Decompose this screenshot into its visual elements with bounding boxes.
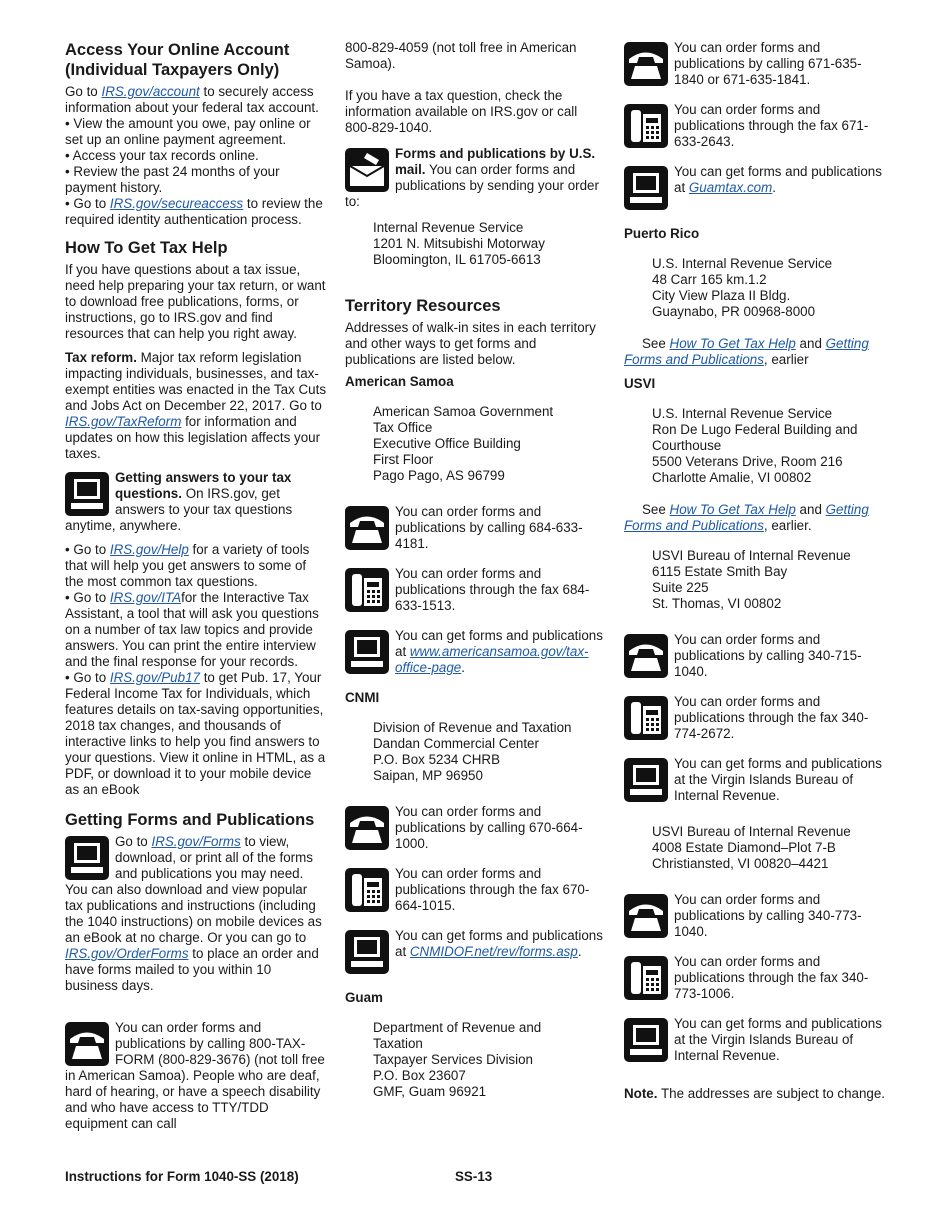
fax-icon — [624, 956, 668, 1000]
tax-reform-link[interactable]: IRS.gov/TaxReform — [65, 414, 182, 429]
access-intro: Go to IRS.gov/account to securely access information about your federal tax account. — [65, 84, 319, 115]
pr-address: U.S. Internal Revenue Service 48 Carr 165 km.1.2 City View Plaza II Bldg. Guaynabo, PR 00968-8000 — [652, 256, 833, 319]
cnmidof-link[interactable]: CNMIDOF.net/rev/forms.asp — [409, 944, 578, 959]
territory-intro: Addresses of walk-in sites in each territory and other ways to get forms and publications are listed below. — [345, 320, 596, 367]
tax-help-xref-link[interactable]: How To Get Tax Help — [669, 336, 796, 351]
telephone-icon — [345, 506, 389, 550]
tax-question-paragraph: If you have a tax question, check the information available on IRS.gov or call 800-829-1040. — [345, 88, 578, 135]
guam-phone-block: You can order forms and publications by calling 671-635-1840 or 671-635-1841. — [624, 40, 886, 88]
computer-icon — [65, 836, 109, 880]
irs-orderforms-link[interactable]: IRS.gov/OrderForms — [65, 946, 189, 961]
forms-xref-link[interactable]: Getting Forms and Publications — [624, 336, 869, 367]
help-bullet-1: • Go to IRS.gov/Help for a variety of tools that will help you get answers to some of the most common tax questions. — [65, 542, 310, 589]
tax-help-intro: If you have questions about a tax issue, need help preparing your tax return, or want to download free publications, forms, or instructions, go to IRS.gov and find resources that can help you right away. — [65, 262, 326, 341]
note-paragraph: Note. The addresses are subject to change. — [624, 1086, 886, 1101]
forms-phone-block: You can order forms and publications by calling 800-TAX-FORM (800-829-3676) (not toll free in American Samoa). People who are deaf, hard of hearing, or have a speech disability and who have access to TTY/TDD equipment can call — [65, 1020, 325, 1131]
pr-see-also: See How To Get Tax Help and Getting Forms and Publications, earlier — [624, 336, 869, 367]
mailbox-icon — [345, 148, 389, 192]
samoa-address: American Samoa Government Tax Office Executive Office Building First Floor Pago Pago, AS 96799 — [373, 404, 554, 483]
telephone-icon — [345, 806, 389, 850]
usvi-address-3: USVI Bureau of Internal Revenue 4008 Estate Diamond–Plot 7-B Christiansted, VI 00820–4421 — [652, 824, 851, 871]
samoa-web-block: You can get forms and publications at www.americansamoa.gov/tax-office-page. — [345, 628, 607, 676]
access-bullet-1: • View the amount you owe, pay online or set up an online payment agreement. — [65, 116, 311, 147]
column-2 — [345, 40, 607, 1106]
telephone-icon — [624, 42, 668, 86]
secureaccess-link[interactable]: IRS.gov/secureaccess — [109, 196, 244, 211]
footer-page-number: SS-13 — [455, 1169, 493, 1184]
usvi-address-2: USVI Bureau of Internal Revenue 6115 Estate Smith Bay Suite 225 St. Thomas, VI 00802 — [652, 548, 851, 611]
usvi-web-block-2: You can get forms and publications at the Virgin Islands Bureau of Internal Revenue. — [624, 1016, 886, 1064]
american-samoa-heading: American Samoa — [345, 374, 454, 389]
access-bullet-3: • Review the past 24 months of your payment history. — [65, 164, 280, 195]
usvi-web-block-1: You can get forms and publications at the Virgin Islands Bureau of Internal Revenue. — [624, 756, 886, 804]
forms-xref-link[interactable]: Getting Forms and Publications — [624, 502, 869, 533]
samoa-fax-block: You can order forms and publications through the fax 684-633-1513. — [345, 566, 607, 614]
usvi-see-also: See How To Get Tax Help and Getting Forms and Publications, earlier. — [624, 502, 869, 533]
forms-heading: Getting Forms and Publications — [65, 811, 315, 829]
answers-block: Getting answers to your tax questions. On IRS.gov, get answers to your tax questions anytime, anywhere. — [65, 470, 293, 533]
tax-reform-paragraph: Tax reform. Major tax reform legislation impacting individuals, businesses, and tax-exempt entities was enacted in the Tax Cuts and Jobs Act on December 22, 2017. Go to IRS.gov/TaxReform for information and updates on how this legislation affects your taxes. — [65, 350, 327, 461]
mail-block: Forms and publications by U.S. mail. You can order forms and publications by sending your order to: — [345, 146, 599, 209]
tty-continued: 800-829-4059 (not toll free in American Samoa). — [345, 40, 577, 71]
guamtax-link[interactable]: Guamtax.com — [688, 180, 773, 195]
access-bullet-4: • Go to IRS.gov/secureaccess to review the required identity authentication process. — [65, 196, 323, 227]
usvi-phone-block-2: You can order forms and publications by calling 340-773-1040. — [624, 892, 886, 940]
cnmi-address: Division of Revenue and Taxation Dandan Commercial Center P.O. Box 5234 CHRB Saipan, MP 96950 — [373, 720, 572, 783]
computer-icon — [624, 166, 668, 210]
fax-icon — [345, 868, 389, 912]
irs-forms-link[interactable]: IRS.gov/Forms — [151, 834, 241, 849]
computer-icon — [345, 630, 389, 674]
irs-account-link[interactable]: IRS.gov/account — [101, 84, 200, 99]
forms-online-block: Go to IRS.gov/Forms to view, download, or print all of the forms and publications you may need. You can also download and view popular tax publications and instructions (including the 1040 instructions) on mobile devices as an eBook at no charge. Or you can go to IRS.gov/OrderForms to place an order and have forms mailed to you within 10 business days. — [65, 834, 322, 993]
guam-heading: Guam — [345, 990, 383, 1005]
irs-help-link[interactable]: IRS.gov/Help — [109, 542, 189, 557]
irs-ita-link[interactable]: IRS.gov/ITA — [109, 590, 182, 605]
tax-help-xref-link[interactable]: How To Get Tax Help — [669, 502, 796, 517]
samoa-phone-block: You can order forms and publications by calling 684-633-4181. — [345, 504, 607, 552]
computer-icon — [345, 930, 389, 974]
footer-form-title: Instructions for Form 1040-SS (2018) — [65, 1169, 299, 1184]
help-bullet-3: • Go to IRS.gov/Pub17 to get Pub. 17, Your Federal Income Tax for Individuals, which features details on tax-saving opportunities, 2018 tax changes, and thousands of interactive links to help you find answers to your questions. View it online in HTML, as a PDF, or download it to your mobile device as an eBook — [65, 670, 326, 797]
computer-icon — [624, 758, 668, 802]
fax-icon — [624, 104, 668, 148]
usvi-address-1: U.S. Internal Revenue Service Ron De Lugo Federal Building and Courthouse 5500 Veterans Drive, Room 216 Charlotte Amalie, VI 00802 — [652, 406, 858, 485]
telephone-icon — [624, 634, 668, 678]
telephone-icon — [624, 894, 668, 938]
cnmi-phone-block: You can order forms and publications by calling 670-664-1000. — [345, 804, 607, 852]
cnmi-web-block: You can get forms and publications at CNMIDOF.net/rev/forms.asp. — [345, 928, 607, 976]
cnmi-fax-block: You can order forms and publications through the fax 670-664-1015. — [345, 866, 607, 914]
guam-address: Department of Revenue and Taxation Taxpayer Services Division P.O. Box 23607 GMF, Guam 96921 — [373, 1020, 542, 1099]
fax-icon — [624, 696, 668, 740]
computer-icon — [65, 472, 109, 516]
irs-pub17-link[interactable]: IRS.gov/Pub17 — [109, 670, 200, 685]
cnmi-heading: CNMI — [345, 690, 380, 705]
telephone-icon — [65, 1022, 109, 1066]
territory-heading: Territory Resources — [345, 297, 501, 315]
usvi-phone-block-1: You can order forms and publications by calling 340-715-1040. — [624, 632, 886, 680]
usvi-heading: USVI — [624, 376, 656, 391]
usvi-fax-block-2: You can order forms and publications through the fax 340-773-1006. — [624, 954, 886, 1002]
guam-fax-block: You can order forms and publications through the fax 671-633-2643. — [624, 102, 886, 150]
puerto-rico-heading: Puerto Rico — [624, 226, 700, 241]
computer-icon — [624, 1018, 668, 1062]
access-account-heading: Access Your Online Account (Individual Taxpayers Only) — [65, 41, 290, 79]
column-1 — [65, 40, 327, 1146]
access-bullet-2: • Access your tax records online. — [65, 148, 259, 163]
column-3 — [624, 40, 886, 1108]
tax-help-heading: How To Get Tax Help — [65, 239, 228, 257]
samoa-tax-office-link[interactable]: www.americansamoa.gov/tax-office-page — [395, 644, 589, 675]
help-bullet-2: • Go to IRS.gov/ITAfor the Interactive Tax Assistant, a tool that will ask you questions on a number of tax law topics and provide answers. You can print the entire interview and the final response for your records. — [65, 590, 319, 669]
fax-icon — [345, 568, 389, 612]
guam-web-block: You can get forms and publications at Guamtax.com. — [624, 164, 886, 212]
usvi-fax-block-1: You can order forms and publications through the fax 340-774-2672. — [624, 694, 886, 742]
mail-address: Internal Revenue Service 1201 N. Mitsubishi Motorway Bloomington, IL 61705-6613 — [373, 220, 545, 267]
